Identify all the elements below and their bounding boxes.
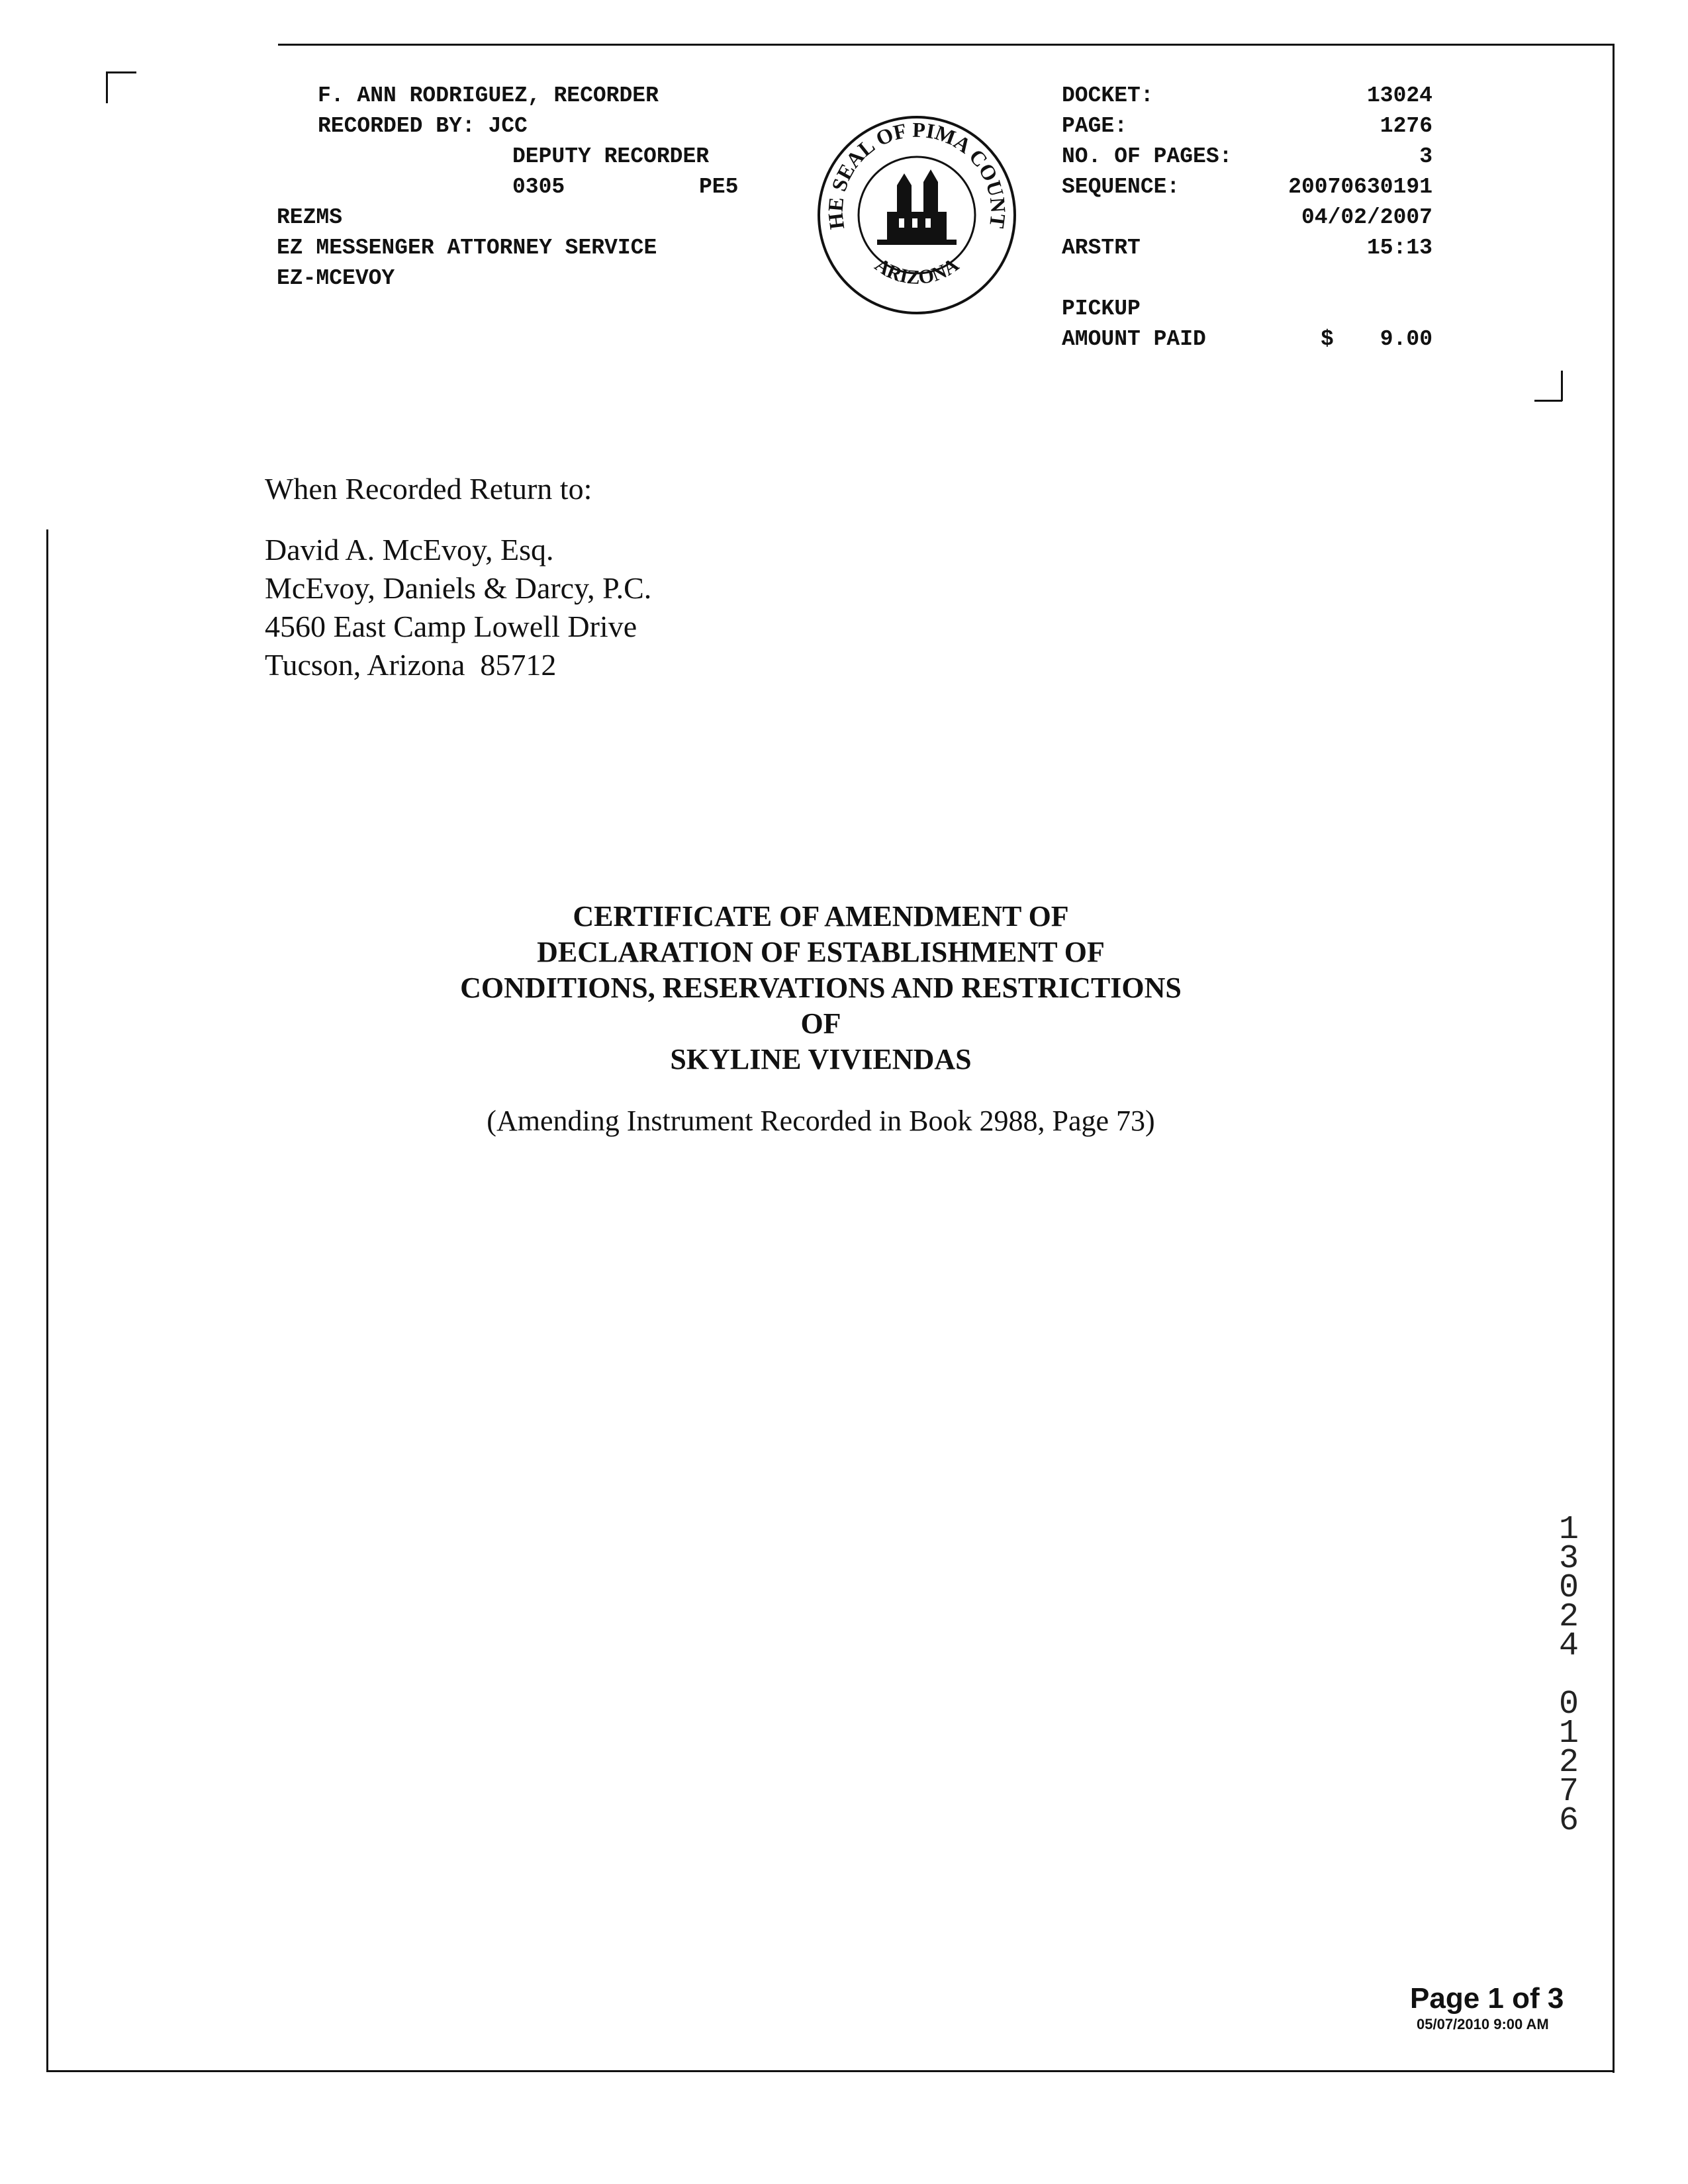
title-line-1: CERTIFICATE OF AMENDMENT OF [573,900,1069,933]
recorded-by: RECORDED BY: JCC [318,114,528,138]
page-row [1062,111,1432,142]
stamp-digit: 3 [1558,1540,1579,1578]
pickup-label: PICKUP [1062,296,1141,321]
crop-mark-right-v [1561,371,1563,401]
return-line-2: McEvoy, Daniels & Darcy, P.C. [265,571,652,605]
pages-value: 3 [1419,144,1432,169]
rezms-label: REZMS [277,205,343,230]
messenger-service: EZ MESSENGER ATTORNEY SERVICE [277,236,657,260]
sequence-row [1062,172,1432,203]
currency-symbol: $ [1320,327,1334,351]
pima-county-seal [814,113,1019,318]
page-number: Page 1 of 3 [1410,1982,1564,2015]
document-title [0,899,1642,1077]
document-subtitle: (Amending Instrument Recorded in Book 2988, Page 73) [487,1105,1155,1137]
return-heading: When Recorded Return to: [265,472,592,506]
return-line-3: 4560 East Camp Lowell Drive [265,610,637,643]
stamp-digit: 6 [1558,1802,1579,1840]
seal-top-text: HE SEAL OF PIMA COUNT [823,117,1011,231]
pages-label: NO. OF PAGES: [1062,144,1233,169]
seal-bottom-text: ARIZONA [870,253,963,289]
border-left [46,529,48,2071]
return-line-4: Tucson, Arizona 85712 [265,648,557,682]
border-bottom [46,2070,1614,2072]
date-row [1062,203,1432,233]
stamp-digit: 2 [1558,1598,1579,1636]
docket-side-stamp [1549,1511,1589,1840]
page-timestamp: 05/07/2010 9:00 AM [1417,2016,1549,2032]
docket-value: 13024 [1366,83,1432,108]
title-line-2: DECLARATION OF ESTABLISHMENT OF [537,936,1105,968]
page-value: 1276 [1380,114,1432,138]
deputy-recorder: DEPUTY RECORDER [512,144,710,169]
recording-date: 04/02/2007 [1301,205,1432,230]
title-line-4: OF [800,1007,841,1040]
return-line-1: David A. McEvoy, Esq. [265,533,554,567]
stamp-digit: 0 [1558,1686,1579,1723]
sequence-value: 20070630191 [1288,175,1432,199]
stamp-digit: 7 [1558,1773,1579,1811]
stamp-digit: 2 [1558,1744,1579,1782]
stamp-digit: 1 [1558,1511,1579,1549]
arstrt-label: ARSTRT [1062,236,1141,260]
seal-graphic [814,113,1019,318]
docket-label: DOCKET: [1062,83,1154,108]
return-address-block [265,470,651,684]
code-left: 0305 [512,175,565,199]
amount-row [1062,324,1432,355]
arstrt-row [1062,233,1432,263]
pages-row [1062,142,1432,172]
amount-label: AMOUNT PAID [1062,327,1206,351]
amount-value: 9.00 [1380,327,1432,351]
crop-mark-top-left-v [106,71,108,103]
sequence-label: SEQUENCE: [1062,175,1180,199]
recorder-name: F. ANN RODRIGUEZ, RECORDER [318,83,659,108]
crop-mark-right-h [1534,400,1562,402]
title-line-3: CONDITIONS, RESERVATIONS AND RESTRICTIONS [460,972,1182,1004]
title-line-5: SKYLINE VIVIENDAS [670,1043,972,1075]
code-right: PE5 [699,175,739,199]
stamp-digit: 4 [1558,1627,1579,1665]
crop-mark-top-left-h [106,71,136,73]
stamp-digit: 1 [1558,1715,1579,1752]
ez-mcevoy: EZ-MCEVOY [277,266,395,291]
pickup-row [1062,294,1432,324]
docket-row [1062,81,1432,111]
stamp-digit: 0 [1558,1569,1579,1607]
svg-text:ARIZONA [871,253,963,289]
border-top [278,44,1614,46]
page-label: PAGE: [1062,114,1128,138]
recording-time: 15:13 [1366,236,1432,260]
